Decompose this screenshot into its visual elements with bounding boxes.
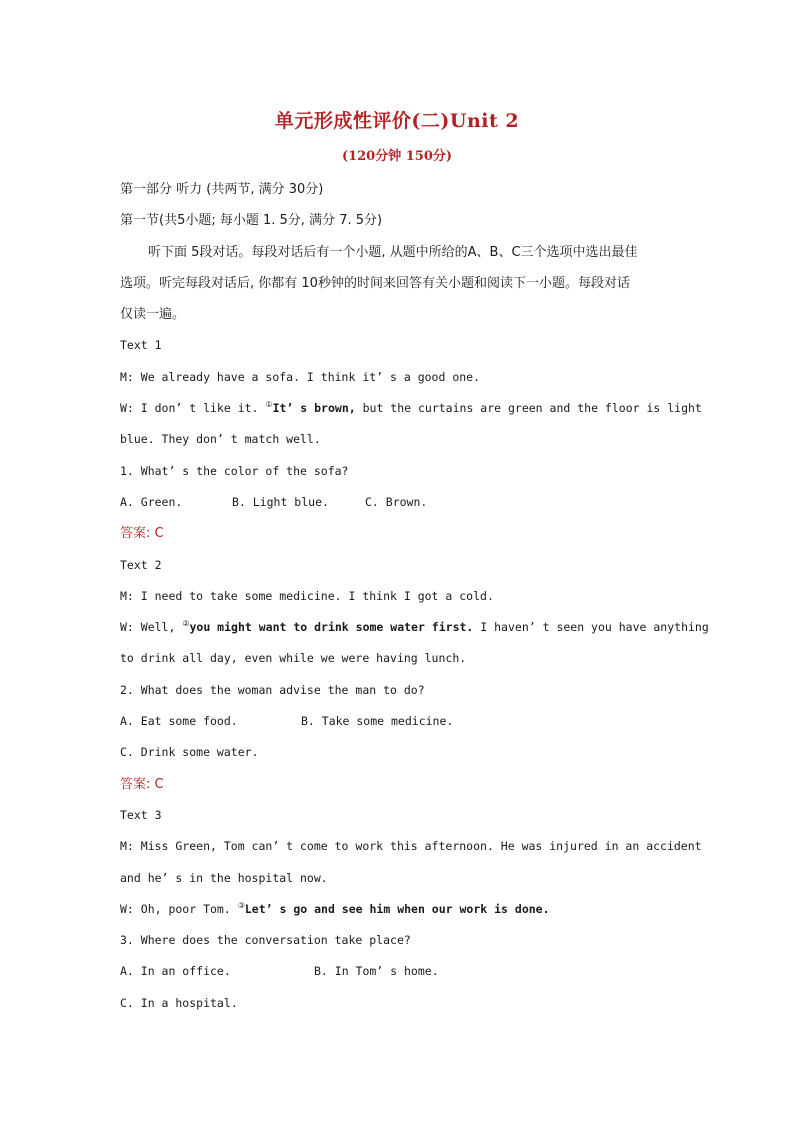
dialogue-woman-cont: blue. They don’ t match well. (120, 432, 321, 447)
option-a: A. Green. (120, 494, 183, 509)
part-heading: 第一部分 听力 (共两节, 满分 30分) (120, 182, 324, 197)
highlighted-phrase: you might want to drink some water first. (189, 620, 474, 635)
highlighted-phrase: Let’ s go and see him when our work is done. (244, 901, 550, 916)
options-row (120, 956, 676, 987)
annotation-marker: ① (265, 400, 273, 410)
dialogue-man-cont: and he’ s in the hospital now. (120, 870, 328, 885)
page-title: 单元形成性评价(二)Unit 2 (274, 110, 520, 132)
dialogue-man: M: Miss Green, Tom can’ t come to work this afternoon. He was injured in an accident (120, 839, 702, 854)
option-b: B. Light blue. (232, 494, 329, 509)
option-c: C. Brown. (365, 494, 428, 509)
option-b: B. In Tom’ s home. (314, 964, 439, 979)
speaker-prefix: W: Oh, poor Tom. (120, 901, 238, 916)
page-subtitle: (120分钟 150分) (341, 149, 453, 164)
question: 3. Where does the conversation take place? (120, 933, 411, 948)
dialogue-rest: but the curtains are green and the floor is light (355, 401, 702, 416)
document-body (120, 174, 709, 1019)
options-row (120, 487, 676, 518)
dialogue-woman-cont: to drink all day, even while we were having lunch. (120, 651, 467, 666)
speaker-prefix: W: I don’ t like it. (120, 401, 266, 416)
highlighted-phrase: It’ s brown, (272, 401, 356, 416)
dialogue-woman (120, 894, 676, 925)
instructions-line-1: 听下面 5段对话。每段对话后有一个小题, 从题中所给的A、B、C三个选项中选出最佳 (148, 244, 638, 260)
question: 2. What does the woman advise the man to do? (120, 682, 425, 697)
annotation-marker: ③ (237, 901, 245, 910)
option-a: A. Eat some food. (120, 714, 238, 729)
annotation-marker: ② (182, 619, 190, 629)
dialogue-man: M: We already have a sofa. I think it’ s a good one. (120, 369, 481, 384)
section-heading: 第一节(共5小题; 每小题 1. 5分, 满分 7. 5分) (120, 213, 383, 229)
option-b: B. Take some medicine. (301, 714, 454, 729)
speaker-prefix: W: Well, (120, 620, 183, 635)
answer: 答案: C (120, 776, 164, 792)
text-label: Text 2 (120, 557, 162, 572)
instructions-line-2: 选项。听完每段对话后, 你都有 10秒钟的时间来回答有关小题和阅读下一小题。每段对话 (120, 275, 630, 291)
answer: 答案: C (120, 526, 164, 542)
dialogue-woman (120, 393, 702, 424)
option-c: C. Drink some water. (120, 745, 259, 760)
option-c: C. In a hospital. (120, 995, 238, 1010)
dialogue-rest: I haven’ t seen you have anything (473, 620, 709, 635)
dialogue-woman (120, 612, 709, 643)
question: 1. What’ s the color of the sofa? (120, 463, 349, 478)
text-label: Text 1 (120, 338, 162, 353)
dialogue-man: M: I need to take some medicine. I think I got a cold. (120, 588, 494, 603)
instructions-line-3: 仅读一遍。 (120, 307, 186, 323)
option-a: A. In an office. (120, 964, 231, 979)
options-row (120, 706, 676, 737)
text-label: Text 3 (120, 807, 162, 822)
